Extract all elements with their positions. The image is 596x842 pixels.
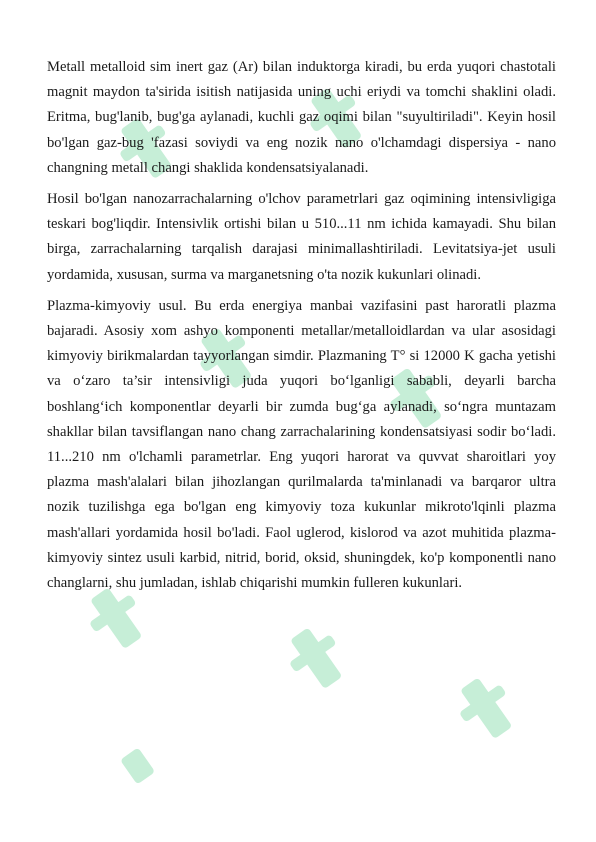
paragraph-3: Plazma-kimyoviy usul. Bu erda energiya manbai vazifasini past haroratli plazma bajaradi. Asosiy xom ashyo komponenti metallar/metalloidlardan va ular asosidagi kimyoviy birikmalardan tayyorlangan simdir. Plazmaning T° si 12000 K gacha yetishi va o‘zaro ta’sir intensivligi juda yuqori bo‘lganligi sababli, deyarli barcha boshlang‘ich komponentlar deyarli bir zumda bug‘ga aylanadi, so‘ngra muntazam shakllar bilan tavsiflangan nano chang zarrachalarining kondensatsiyasi sodir bo‘ladi. 11...210 nm o'lchamli parametrlar. Eng yuqori harorat va quvvat sharoitlari yoy plazma mash'alalari bilan jihozlangan qurilmalarda ta'minlanadi va barqaror ultra nozik tuzilishga ega bo'lgan eng kimyoviy toza kukunlar mikroto'lqinli plazma mash'allari yordamida hosil bo'ladi. Faol uglerod, kislorod va azot muhitida plazma-kimyoviy sintez usuli karbid, nitrid, borid, oksid, shuningdek, ko'p komponentli nano changlarni, shu jumladan, ishlab chiqarishi mumkin fulleren kukunlari. [47, 297, 556, 592]
paragraph-2: Hosil bo'lgan nanozarrachalarning o'lchov parametrlari gaz oqimining intensivligiga teskari bog'liqdir. Intensivlik ortishi bilan u 510...11 nm ichida kamayadi. Shu bilan birga, zarrachalarning tarqalish darajasi minimallashtiriladi. Levitatsiya-jet usuli yordamida, xususan, surma va marganetsning o'ta nozik kukunlari olinadi. [47, 191, 556, 283]
paragraph-1: Metall metalloid sim inert gaz (Ar) bilan induktorga kiradi, bu erda yuqori chastotali magnit maydon ta'sirida isitish natijasida uning uchi eriydi va tomchi shaklini oladi. Eritma, bug'lanib, bug'ga aylanadi, kuchli gaz oqimi bilan "suyultiriladi". Keyin hosil bo'lgan gaz-bug 'fazasi soviydi va eng nozik nano o'lchamdagi dispersiya - nano changning metall changi shaklida kondensatsiyalanadi. [47, 59, 556, 176]
document-body [47, 55, 556, 602]
